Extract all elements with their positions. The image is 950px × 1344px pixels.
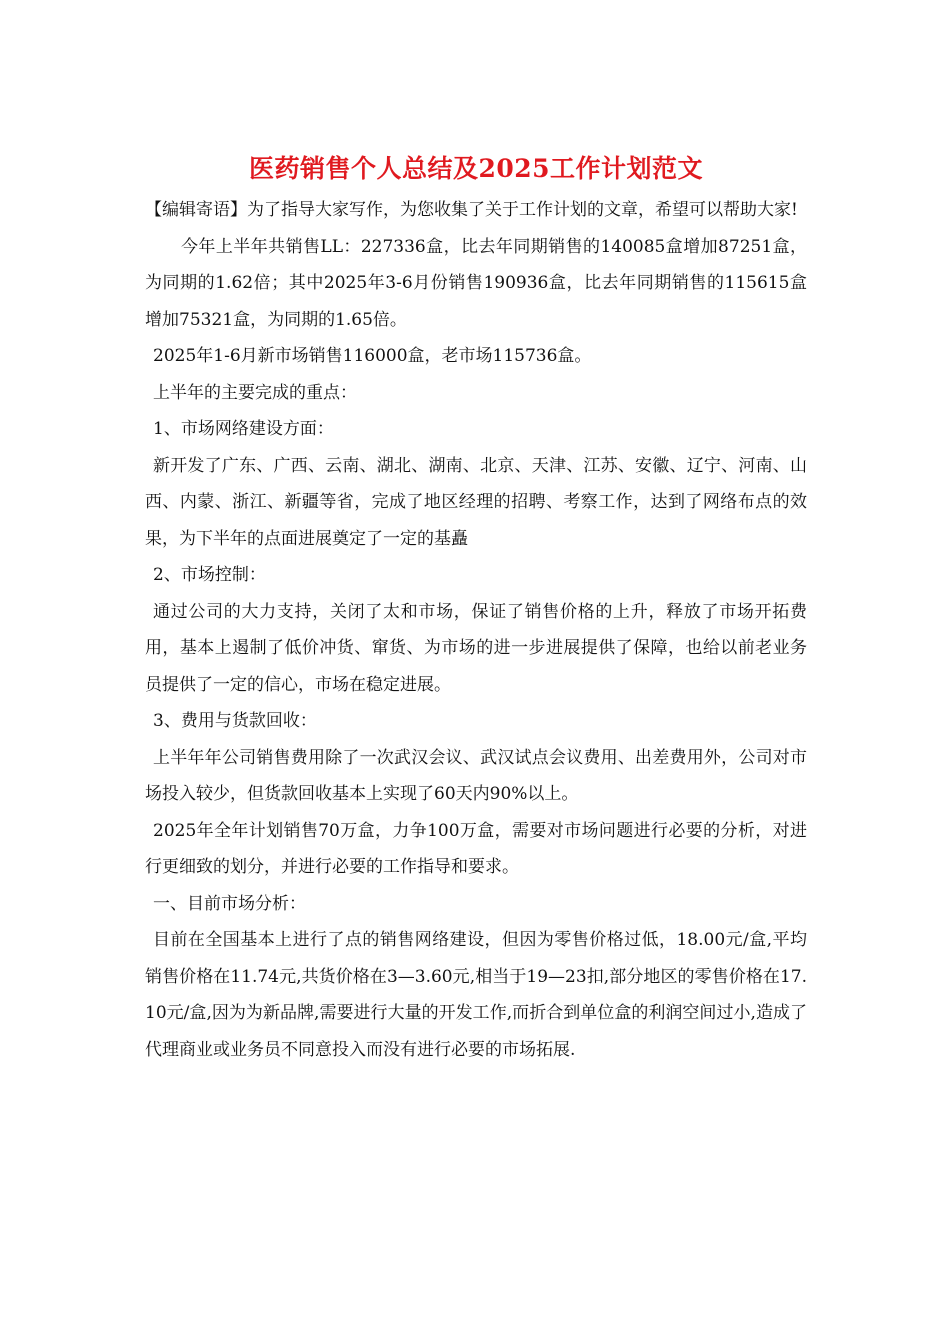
sales-summary-paragraph: 今年上半年共销售LL：227336盒，比去年同期销售的140085盒增加87251盒，为同期的1.62倍；其中2025年3-6月份销售190936盒，比去年同期销售的115615盒增加75321盒，为同期的1.65倍。 [145,236,807,330]
network-paragraph: 新开发了广东、广西、云南、湖北、湖南、北京、天津、江苏、安徽、辽宁、河南、山西、内蒙、浙江、新疆等省，完成了地区经理的招聘、考察工作，达到了网络布点的效果，为下半年的点面进展奠定了一定的基矗 [145,455,807,549]
section-heading-network: 1、市场网络建设方面： [153,419,334,439]
analysis-paragraph: 目前在全国基本上进行了点的销售网络建设，但因为零售价格过低，18.00元/盒,平均销售价格在11.74元,共货价格在3—3.60元,相当于19—23扣,部分地区的零售价格在17.10元/盒,因为为新品牌,需要进行大量的开发工作,而折合到单位盒的利润空间过小,造成了代理商业或业务员不同意投入而没有进行必要的市场拓展. [145,930,807,1060]
editor-note-paragraph: 【编辑寄语】为了指导大家写作，为您收集了关于工作计划的文章，希望可以帮助大家! [145,200,798,220]
document-title: 医药销售个人总结及2025工作计划范文 [248,154,704,183]
section-heading-control: 2、市场控制： [153,565,266,585]
section-heading-analysis: 一、目前市场分析： [153,893,306,914]
key-points-heading: 上半年的主要完成的重点： [153,382,357,403]
annual-plan-paragraph: 2025年全年计划销售70万盒，力争100万盒，需要对市场问题进行必要的分析，对进行更细致的划分，并进行必要的工作指导和要求。 [145,820,807,877]
document-page [145,150,807,1068]
document-body [145,192,807,1068]
cost-paragraph: 上半年年公司销售费用除了一次武汉会议、武汉试点会议费用、出差费用外，公司对市场投入较少，但货款回收基本上实现了60天内90%以上。 [145,747,807,804]
market-sales-paragraph: 2025年1-6月新市场销售116000盒，老市场115736盒。 [153,346,592,366]
control-paragraph: 通过公司的大力支持，关闭了太和市场，保证了销售价格的上升，释放了市场开拓费用，基本上遏制了低价冲货、窜货、为市场的进一步进展提供了保障，也给以前老业务员提供了一定的信心，市场在稳定进展。 [145,601,807,695]
section-heading-cost: 3、费用与货款回收： [153,711,317,731]
